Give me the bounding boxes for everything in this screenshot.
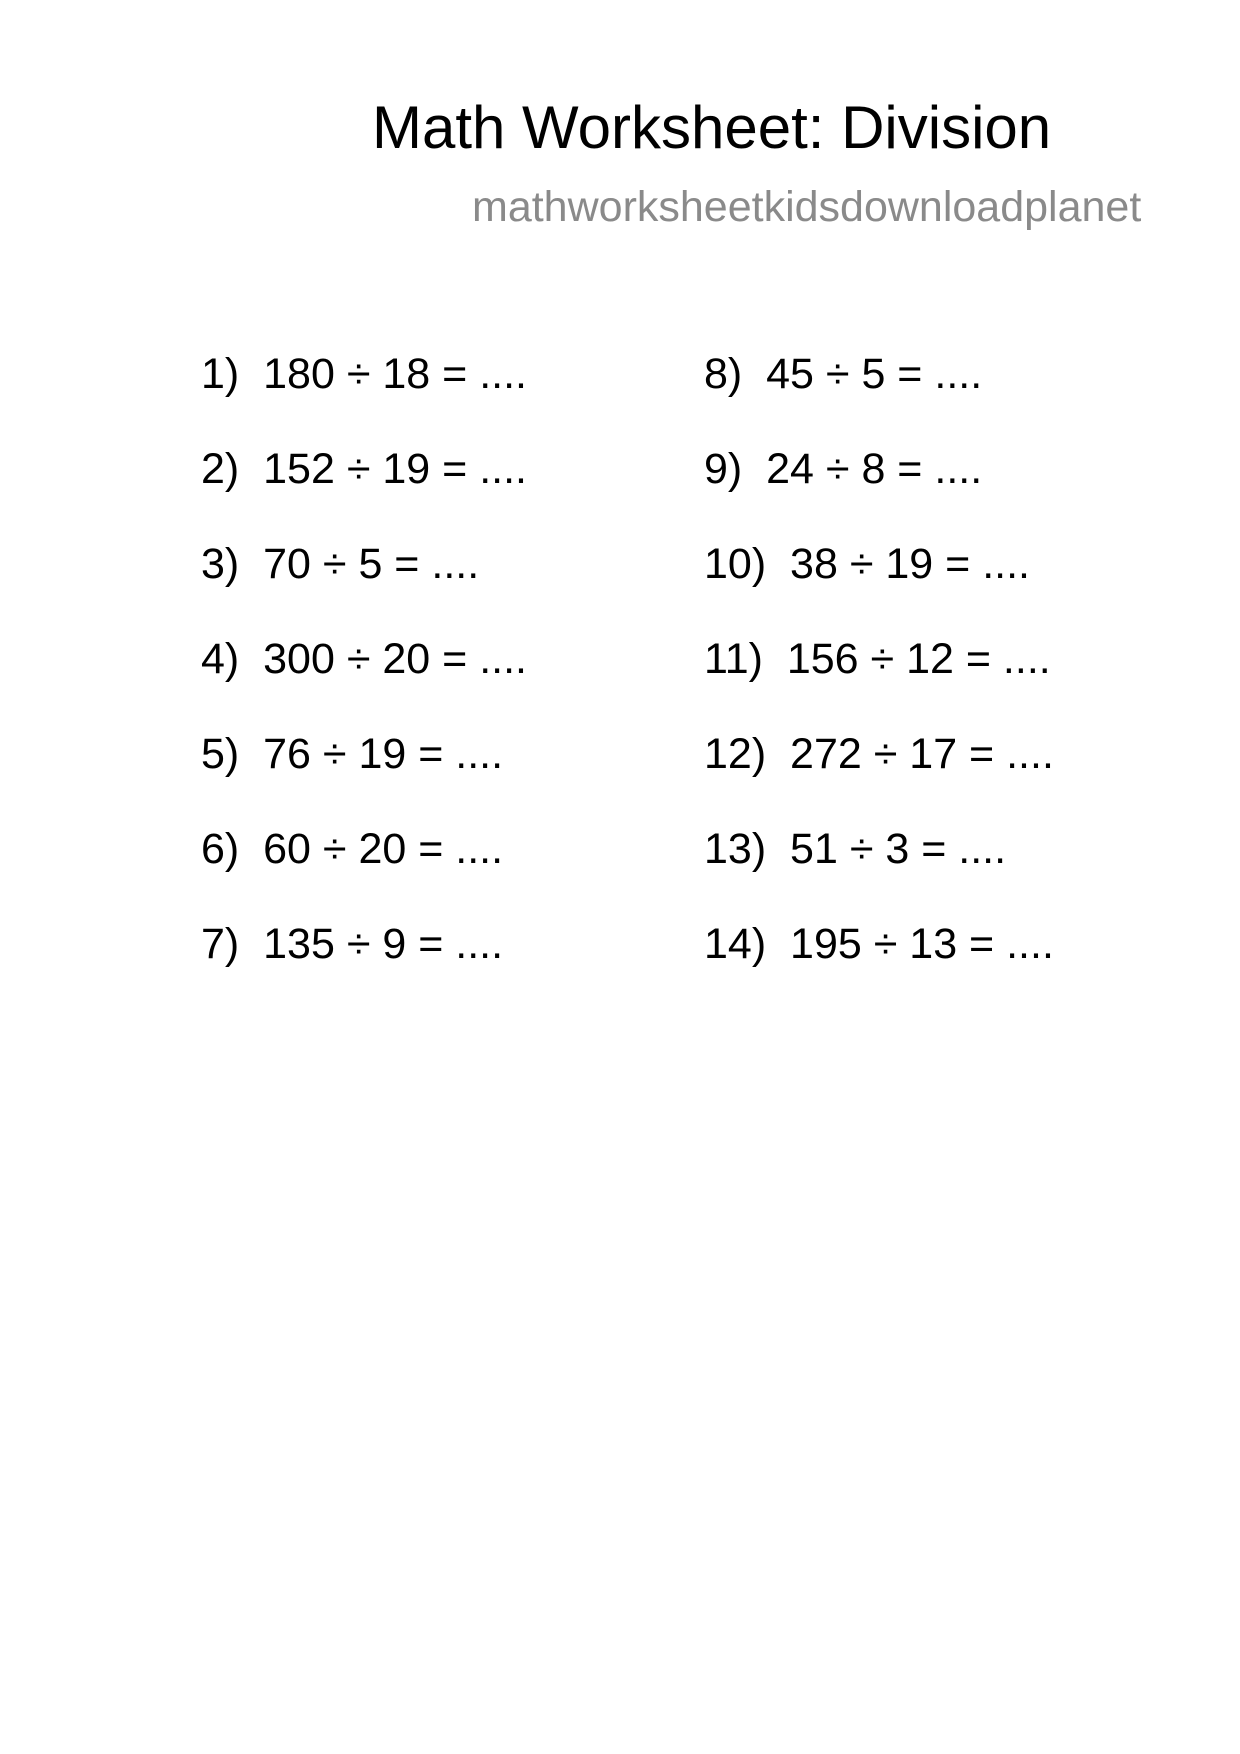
problem-7: 7) 135 ÷ 9 = .... [201, 920, 504, 968]
problem-11: 11) 156 ÷ 12 = .... [704, 635, 1051, 683]
problem-8: 8) 45 ÷ 5 = .... [704, 350, 983, 398]
problems-right-column [704, 350, 1054, 1018]
problem-2: 2) 152 ÷ 19 = .... [201, 445, 527, 493]
worksheet-title: Math Worksheet: Division [372, 94, 1052, 161]
problem-10: 10) 38 ÷ 19 = .... [704, 540, 1030, 588]
problems-left-column [201, 350, 527, 1018]
problem-13: 13) 51 ÷ 3 = .... [704, 825, 1007, 873]
problem-6: 6) 60 ÷ 20 = .... [201, 825, 504, 873]
problem-4: 4) 300 ÷ 20 = .... [201, 635, 527, 683]
problem-14: 14) 195 ÷ 13 = .... [704, 920, 1054, 968]
problem-9: 9) 24 ÷ 8 = .... [704, 445, 983, 493]
problem-12: 12) 272 ÷ 17 = .... [704, 730, 1054, 778]
worksheet-subtitle: mathworksheetkidsdownloadplanet [472, 183, 1142, 231]
problem-5: 5) 76 ÷ 19 = .... [201, 730, 504, 778]
problem-3: 3) 70 ÷ 5 = .... [201, 540, 480, 588]
problem-1: 1) 180 ÷ 18 = .... [201, 350, 527, 398]
